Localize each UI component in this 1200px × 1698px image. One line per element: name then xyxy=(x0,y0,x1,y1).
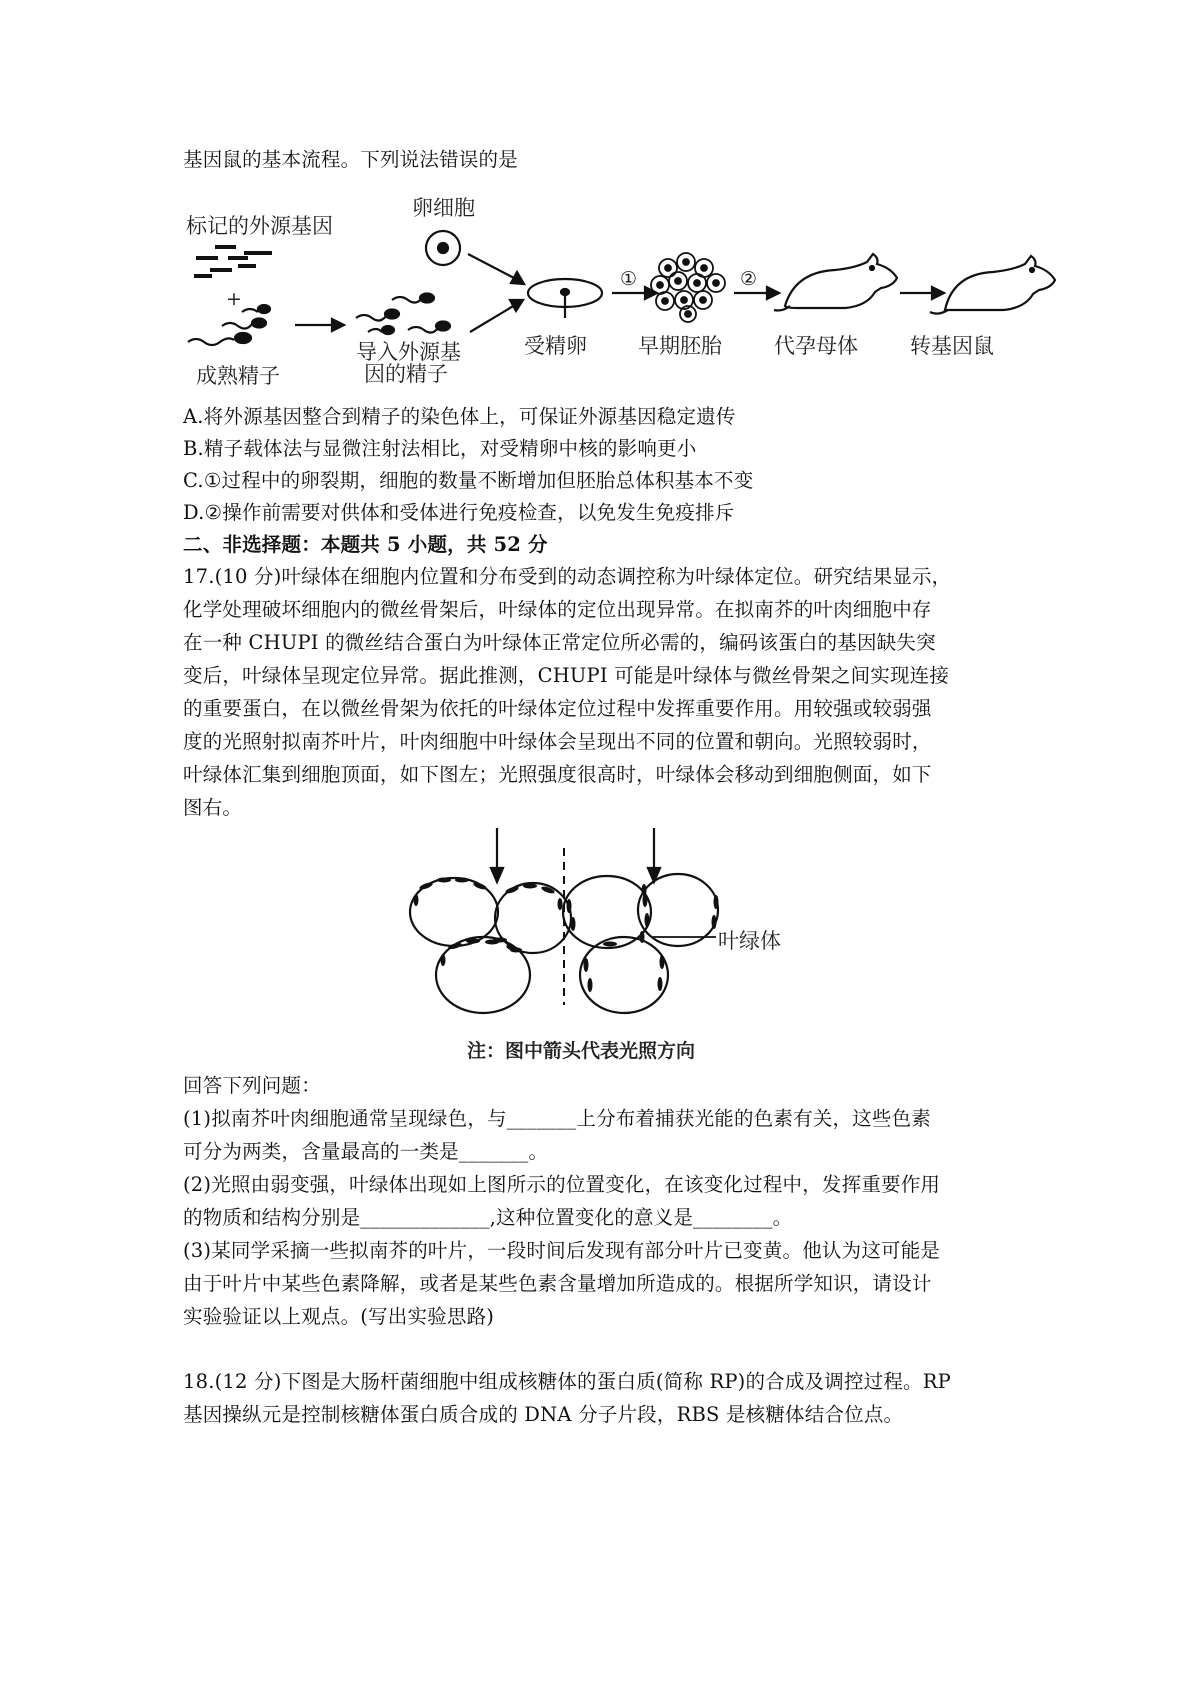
q17-subquestion-line: (2)光照由弱变强，叶绿体出现如上图所示的位置变化，在该变化过程中，发挥重要作用 xyxy=(183,1173,941,1196)
label-modified-sperm-line2: 因的精子 xyxy=(364,362,448,386)
q17-stem-line: 17.(10 分)叶绿体在细胞内位置和分布受到的动态调控称为叶绿体定位。研究结果显示， xyxy=(183,565,952,588)
label-transgenic-mouse: 转基因鼠 xyxy=(910,334,994,358)
option-d: D.②操作前需要对供体和受体进行免疫检查，以免发生免疫排斥 xyxy=(183,501,735,524)
label-chloroplast: 叶绿体 xyxy=(718,929,781,953)
label-foreign-gene: 标记的外源基因 xyxy=(186,214,333,238)
question-16-stem: 基因鼠的基本流程。下列说法错误的是 xyxy=(183,148,518,171)
label-step-2: ② xyxy=(740,268,758,290)
q17-subquestion-line: 可分为两类，含量最高的一类是_______。 xyxy=(183,1140,549,1163)
label-plus: + xyxy=(226,288,242,310)
q17-subquestion-line: (3)某同学采摘一些拟南芥的叶片，一段时间后发现有部分叶片已变黄。他认为这可能是 xyxy=(183,1239,941,1262)
q17-stem-line: 图右。 xyxy=(183,796,243,819)
q17-stem-line: 度的光照射拟南芥叶片，叶肉细胞中叶绿体会呈现出不同的位置和朝向。光照较弱时， xyxy=(183,730,932,753)
label-mature-sperm: 成熟精子 xyxy=(196,364,280,388)
label-surrogate: 代孕母体 xyxy=(774,334,858,358)
q17-stem-line: 叶绿体汇集到细胞顶面，如下图左；光照强度很高时，叶绿体会移动到细胞侧面，如下 xyxy=(183,763,932,786)
q17-stem-line: 化学处理破坏细胞内的微丝骨架后，叶绿体的定位出现异常。在拟南芥的叶肉细胞中存 xyxy=(183,598,932,621)
label-early-embryo: 早期胚胎 xyxy=(638,334,722,358)
q17-stem-line: 在一种 CHUPI 的微丝结合蛋白为叶绿体正常定位所必需的，编码该蛋白的基因缺失突 xyxy=(183,631,936,654)
q18-stem-line: 基因操纵元是控制核糖体蛋白质合成的 DNA 分子片段，RBS 是核糖体结合位点。 xyxy=(183,1403,904,1426)
label-zygote: 受精卵 xyxy=(524,334,587,358)
label-modified-sperm-line1: 导入外源基 xyxy=(356,340,461,364)
figure-note: 注：图中箭头代表光照方向 xyxy=(467,1040,696,1062)
section-heading: 二、非选择题：本题共 5 小题，共 52 分 xyxy=(183,533,548,556)
q17-subquestion-line: 的物质和结构分别是_____________,这种位置变化的意义是________。 xyxy=(183,1206,793,1229)
q17-stem-line: 变后，叶绿体呈现定位异常。据此推测，CHUPI 可能是叶绿体与微丝骨架之间实现连接 xyxy=(183,664,950,687)
option-b: B.精子载体法与显微注射法相比，对受精卵中核的影响更小 xyxy=(183,437,697,460)
q17-prompt: 回答下列问题： xyxy=(183,1074,321,1097)
q17-stem-line: 的重要蛋白，在以微丝骨架为依托的叶绿体定位过程中发挥重要作用。用较强或较弱强 xyxy=(183,697,932,720)
q17-subquestion-line: 由于叶片中某些色素降解，或者是某些色素含量增加所造成的。根据所学知识，请设计 xyxy=(183,1272,932,1295)
q17-subquestion-line: (1)拟南芥叶肉细胞通常呈现绿色，与_______上分布着捕获光能的色素有关，这些色素 xyxy=(183,1107,931,1130)
q18-stem-line: 18.(12 分)下图是大肠杆菌细胞中组成核糖体的蛋白质(简称 RP)的合成及调控过程。RP xyxy=(183,1370,951,1393)
option-a: A.将外源基因整合到精子的染色体上，可保证外源基因稳定遗传 xyxy=(183,405,736,428)
label-step-1: ① xyxy=(620,268,638,290)
option-c: C.①过程中的卵裂期，细胞的数量不断增加但胚胎总体积基本不变 xyxy=(183,469,754,492)
q17-subquestion-line: 实验验证以上观点。(写出实验思路) xyxy=(183,1305,495,1328)
label-egg-cell: 卵细胞 xyxy=(412,196,475,220)
